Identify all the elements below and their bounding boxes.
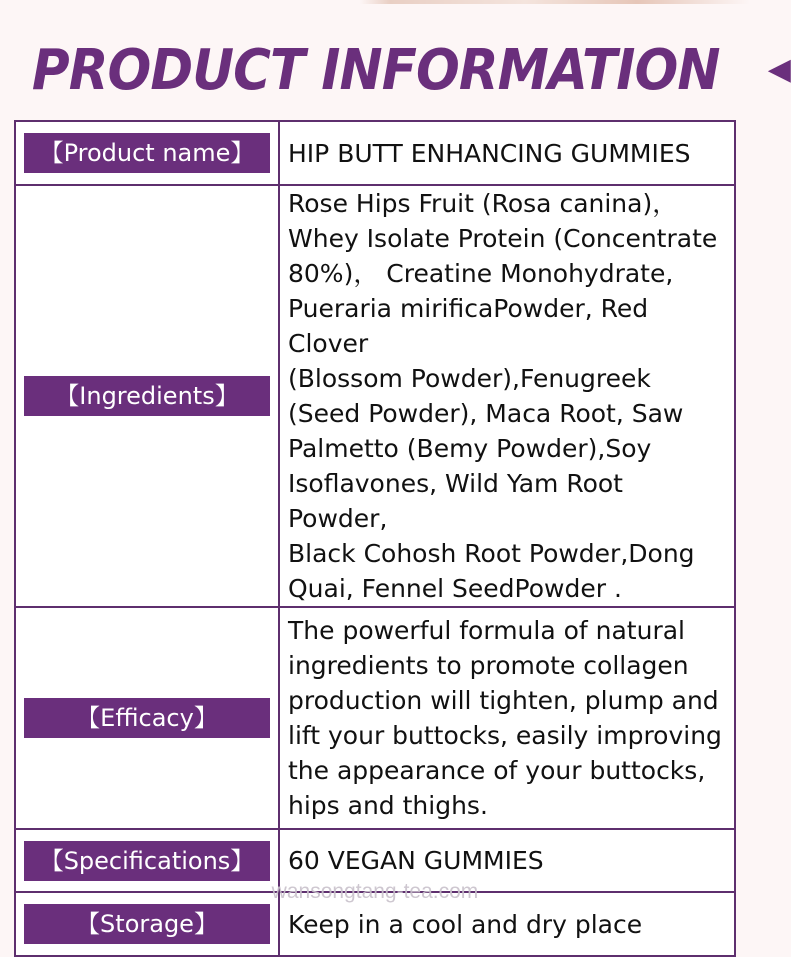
row-efficacy: [15, 607, 735, 829]
label-cell: [15, 607, 279, 829]
row-product-name: [15, 121, 735, 185]
top-decor-strip: [0, 0, 750, 4]
specifications-label: 【Specifications】: [24, 841, 270, 881]
label-cell: [15, 185, 279, 607]
efficacy-value: The powerful formula of natural ingredients to promote collagen production will tighten, plump and lift your buttocks, easily improving the appearance of your buttocks, hips and thighs.: [279, 607, 735, 829]
storage-value: Keep in a cool and dry place: [279, 892, 735, 956]
specifications-value: 60 VEGAN GUMMIES: [279, 829, 735, 892]
efficacy-label: 【Efficacy】: [24, 698, 270, 738]
storage-label: 【Storage】: [24, 904, 270, 944]
label-cell: [15, 121, 279, 185]
left-pointer-icon: ◀: [767, 52, 791, 87]
ingredients-value: Rose Hips Fruit (Rosa canina)， Whey Isolate Protein (Concentrate 80%)， Creatine Monohydrate, Pueraria mirificaPowder, Red Clover (Blossom Powder),Fenugreek (Seed Powder), Maca Root, Saw Palmetto (Bemy Powder),Soy Isoflavones, Wild Yam Root Powder, Black Cohosh Root Powder,Dong Quai, Fennel SeedPowder .: [279, 185, 735, 607]
watermark: wansongtang-tea.com: [271, 880, 479, 903]
ingredients-label: 【Ingredients】: [24, 376, 270, 416]
product-name-label: 【Product name】: [24, 133, 270, 173]
section-header: [0, 30, 791, 110]
page-title: PRODUCT INFORMATION: [32, 37, 720, 103]
product-info-table: [14, 120, 736, 957]
row-ingredients: [15, 185, 735, 607]
product-name-value: HIP BUTT ENHANCING GUMMIES: [279, 121, 735, 185]
